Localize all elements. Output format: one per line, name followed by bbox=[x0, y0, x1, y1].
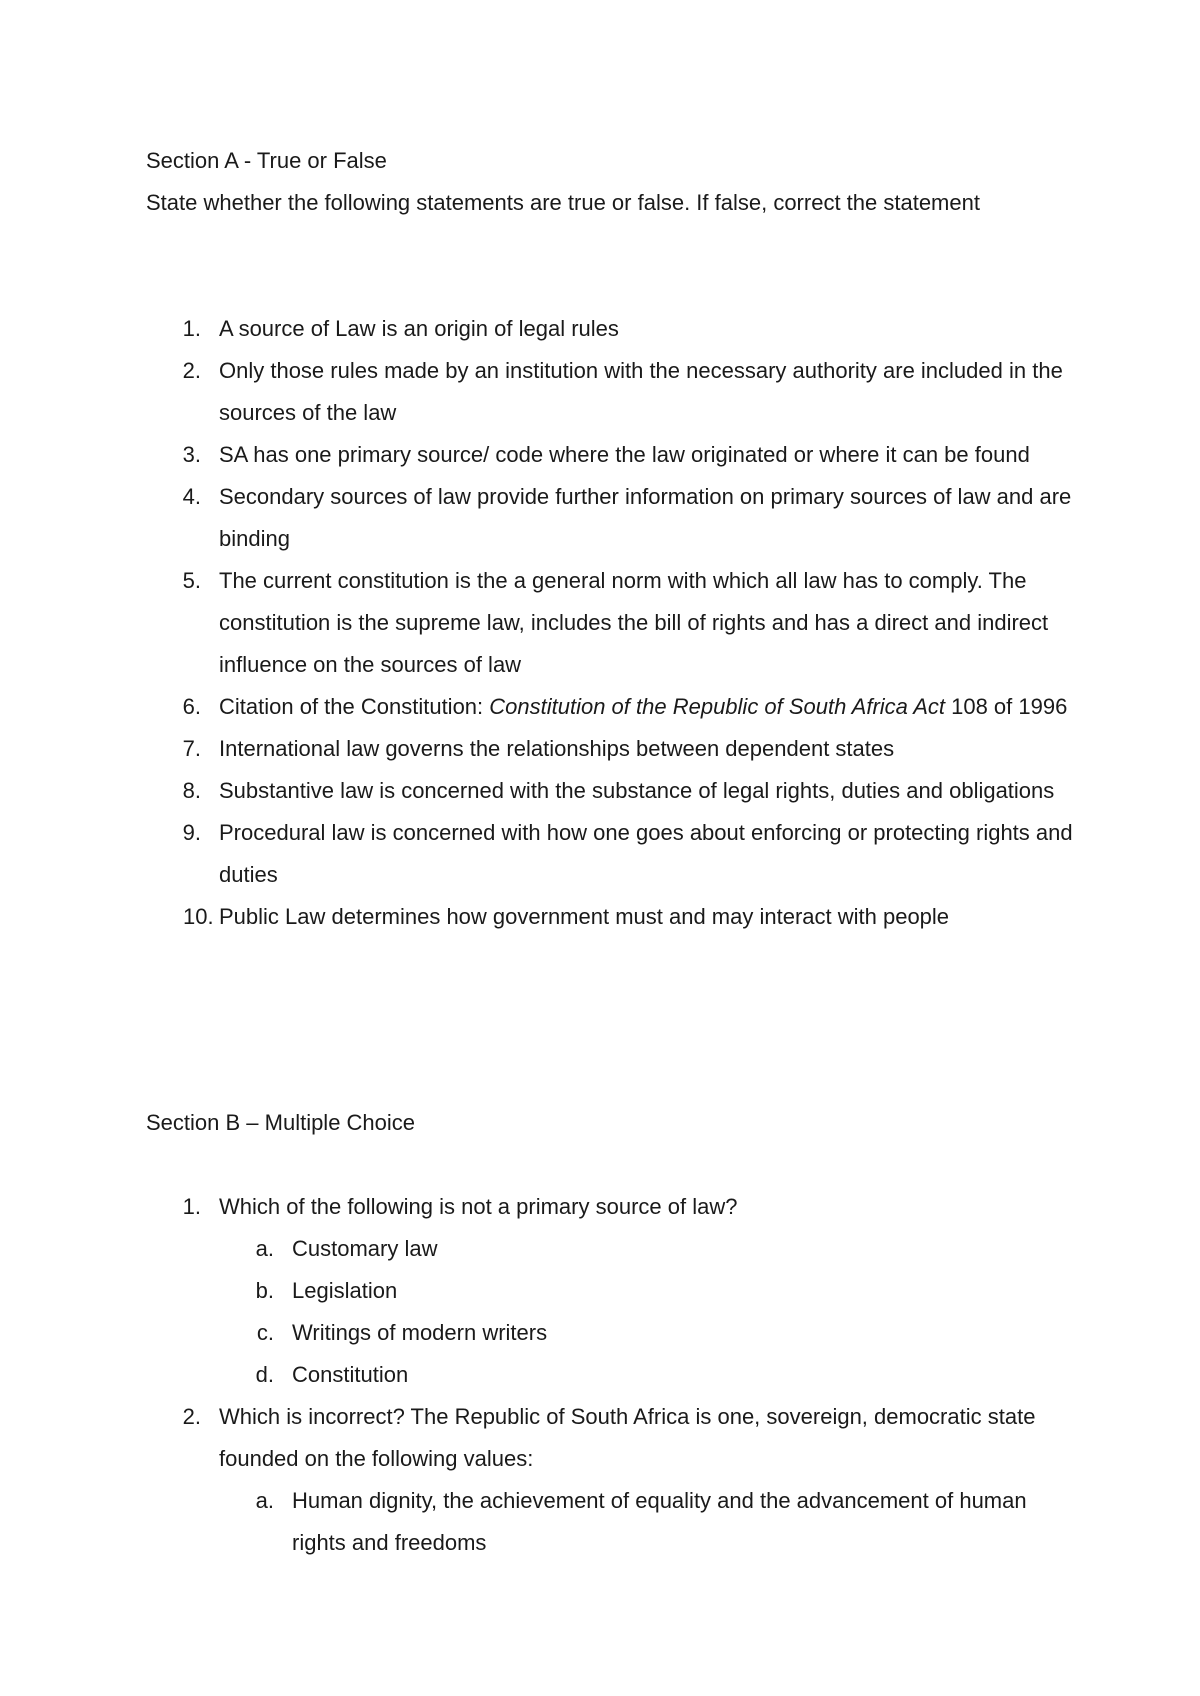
question-item bbox=[146, 1396, 1076, 1564]
options-list bbox=[219, 1228, 1076, 1396]
options-list bbox=[219, 1480, 1076, 1564]
option-text: Customary law bbox=[292, 1236, 438, 1261]
item-number: 6. bbox=[182, 694, 201, 719]
item-number: 8. bbox=[182, 778, 201, 803]
item-text-suffix: 108 of 1996 bbox=[945, 694, 1068, 719]
list-item bbox=[146, 896, 1076, 938]
option-letter: b. bbox=[255, 1278, 274, 1303]
option-item bbox=[219, 1354, 1076, 1396]
list-item bbox=[146, 812, 1076, 896]
item-text: Only those rules made by an institution with the necessary authority are included in the sources of the law bbox=[219, 358, 1063, 425]
item-text: The current constitution is the a general norm with which all law has to comply. The constitution is the supreme law, includes the bill of rights and has a direct and indirect influence on the sources of law bbox=[219, 568, 1049, 677]
option-item bbox=[219, 1480, 1076, 1564]
item-text: Procedural law is concerned with how one goes about enforcing or protecting rights and duties bbox=[219, 820, 1073, 887]
option-letter: a. bbox=[255, 1236, 274, 1261]
list-item bbox=[146, 686, 1076, 728]
option-item bbox=[219, 1312, 1076, 1354]
item-text: SA has one primary source/ code where the law originated or where it can be found bbox=[219, 442, 1030, 467]
section-a-instruction: State whether the following statements are true or false. If false, correct the statement bbox=[146, 190, 980, 215]
option-text: Legislation bbox=[292, 1278, 398, 1303]
item-text: A source of Law is an origin of legal rules bbox=[219, 316, 619, 341]
list-item bbox=[146, 728, 1076, 770]
question-text: Which is incorrect? The Republic of South Africa is one, sovereign, democratic state founded on the following values: bbox=[219, 1404, 1036, 1471]
item-text: International law governs the relationships between dependent states bbox=[219, 736, 895, 761]
item-text: Secondary sources of law provide further information on primary sources of law and are binding bbox=[219, 484, 1072, 551]
option-letter: a. bbox=[255, 1488, 274, 1513]
item-number: 10. bbox=[183, 904, 214, 929]
option-letter: c. bbox=[256, 1320, 274, 1345]
item-text: Public Law determines how government must and may interact with people bbox=[219, 904, 950, 929]
list-item bbox=[146, 350, 1076, 434]
item-number: 2. bbox=[182, 358, 201, 383]
item-number: 9. bbox=[182, 820, 201, 845]
item-number: 1. bbox=[182, 316, 201, 341]
question-item bbox=[146, 1186, 1076, 1396]
list-item bbox=[146, 560, 1076, 686]
item-text: Substantive law is concerned with the substance of legal rights, duties and obligations bbox=[219, 778, 1055, 803]
option-text: Constitution bbox=[292, 1362, 409, 1387]
section-a-heading: Section A - True or False bbox=[146, 148, 387, 173]
option-item bbox=[219, 1270, 1076, 1312]
list-item bbox=[146, 434, 1076, 476]
list-item bbox=[146, 770, 1076, 812]
item-text-italic-citation: Constitution of the Republic of South Africa Act bbox=[489, 694, 945, 719]
option-text: Writings of modern writers bbox=[292, 1320, 548, 1345]
item-text-prefix: Citation of the Constitution: bbox=[219, 694, 490, 719]
item-number: 3. bbox=[182, 442, 201, 467]
question-text: Which of the following is not a primary source of law? bbox=[219, 1194, 738, 1219]
question-number: 2. bbox=[182, 1404, 201, 1429]
option-text: Human dignity, the achievement of equality and the advancement of human rights and freedoms bbox=[292, 1488, 1027, 1555]
option-item bbox=[219, 1228, 1076, 1270]
option-letter: d. bbox=[255, 1362, 274, 1387]
list-item bbox=[146, 476, 1076, 560]
section-b-heading: Section B – Multiple Choice bbox=[146, 1110, 416, 1135]
section-b-list bbox=[146, 1186, 1076, 1564]
question-number: 1. bbox=[182, 1194, 201, 1219]
item-number: 7. bbox=[182, 736, 201, 761]
list-item bbox=[146, 308, 1076, 350]
item-number: 5. bbox=[182, 568, 201, 593]
section-a-list bbox=[146, 308, 1076, 938]
item-number: 4. bbox=[182, 484, 201, 509]
